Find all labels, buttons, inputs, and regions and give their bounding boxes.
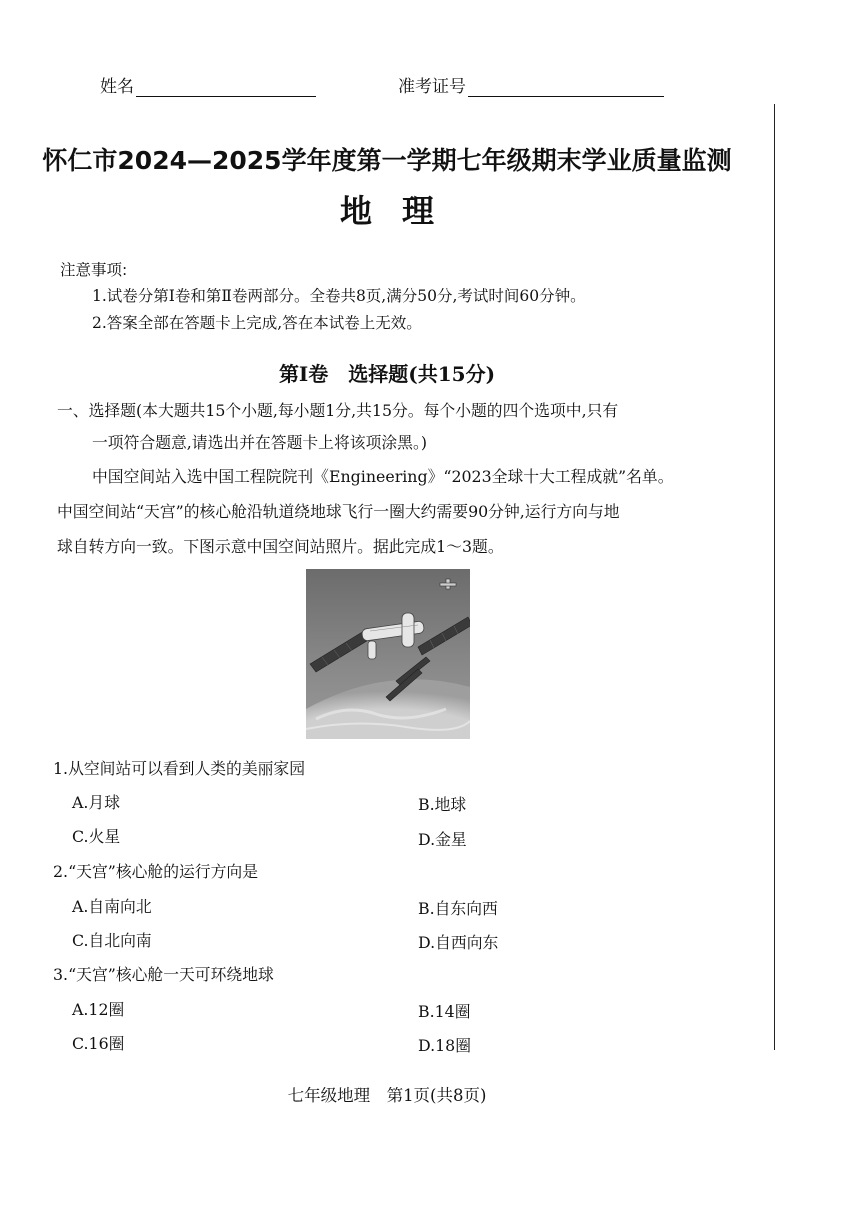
q3-option-b[interactable]: B.14圈	[418, 1002, 471, 1021]
q2-option-c[interactable]: C.自北向南	[72, 931, 152, 950]
q1-option-b[interactable]: B.地球	[418, 795, 467, 814]
q1-option-c[interactable]: C.火星	[72, 827, 121, 846]
question-3-stem: 3.“天宫”核心舱一天可环绕地球	[53, 965, 274, 984]
q3-option-a[interactable]: A.12圈	[72, 1000, 125, 1019]
instructions-line-1: 一、选择题(本大题共15个小题,每小题1分,共15分。每个小题的四个选项中,只有	[57, 401, 619, 420]
question-1-stem: 1.从空间站可以看到人类的美丽家园	[53, 759, 306, 778]
name-blank-line	[136, 76, 316, 97]
passage-line-2: 中国空间站“天宫”的核心舱沿轨道绕地球飞行一圈大约需要90分钟,运行方向与地	[57, 502, 620, 521]
section-title: 第Ⅰ卷 选择题(共15分)	[278, 362, 496, 386]
q2-option-d[interactable]: D.自西向东	[418, 933, 499, 952]
q1-option-a[interactable]: A.月球	[72, 793, 121, 812]
q3-option-d[interactable]: D.18圈	[418, 1036, 472, 1055]
q1-option-d[interactable]: D.金星	[418, 830, 467, 849]
name-label: 姓名	[100, 77, 134, 97]
q2-option-a[interactable]: A.自南向北	[72, 897, 152, 916]
binding-rule	[774, 104, 775, 1050]
subject-title: 地理	[339, 192, 464, 230]
q2-option-b[interactable]: B.自东向西	[418, 899, 498, 918]
exam-id-label: 准考证号	[398, 77, 466, 97]
notice-item-1: 1.试卷分第Ⅰ卷和第Ⅱ卷两部分。全卷共8页,满分50分,考试时间60分钟。	[92, 287, 586, 305]
name-field	[100, 72, 316, 97]
instructions-line-2: 一项符合题意,请选出并在答题卡上将该项涂黑。)	[92, 433, 428, 452]
exam-id-field	[398, 72, 664, 97]
question-2-stem: 2.“天宫”核心舱的运行方向是	[53, 862, 258, 881]
exam-id-blank-line	[468, 76, 664, 97]
q3-option-c[interactable]: C.16圈	[72, 1034, 125, 1053]
notice-heading: 注意事项:	[60, 261, 128, 279]
exam-title: 怀仁市2024—2025学年度第一学期七年级期末学业质量监测	[42, 146, 732, 175]
passage-line-1: 中国空间站入选中国工程院院刊《Engineering》“2023全球十大工程成就”名单。	[92, 467, 674, 486]
page-footer: 七年级地理 第1页(共8页)	[287, 1086, 487, 1105]
notice-item-2: 2.答案全部在答题卡上完成,答在本试卷上无效。	[92, 314, 422, 332]
passage-line-3: 球自转方向一致。下图示意中国空间站照片。据此完成1～3题。	[57, 537, 504, 556]
space-station-photo	[306, 569, 470, 739]
